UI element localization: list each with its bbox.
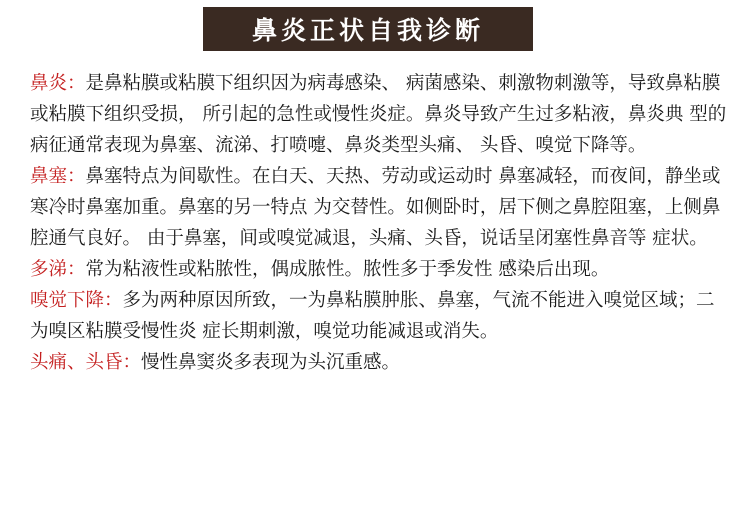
term-label: 嗅觉下降： — [30, 290, 123, 311]
term-label: 头痛、头昏： — [30, 352, 142, 373]
section-text: 是鼻粘膜或粘膜下组织因为病毒感染、 病菌感染、刺激物刺激等，导致鼻粘膜或粘膜下组织受损， 所引起的急性或慢性炎症。鼻炎导致产生过多粘液，鼻炎典 型的病征通常表现为鼻塞、流涕、打喷嚏、鼻炎类型头痛、 头昏、嗅觉下降等。 — [30, 73, 727, 156]
term-label: 鼻塞： — [30, 166, 86, 187]
section-text: 常为粘液性或粘脓性，偶成脓性。脓性多于季发性 感染后出现。 — [85, 259, 610, 280]
section-nasal-congestion — [30, 161, 730, 254]
diagnosis-content — [30, 68, 730, 378]
title-banner — [203, 7, 533, 51]
section-text: 鼻塞特点为间歇性。在白天、天热、劳动或运动时 鼻塞减轻，而夜间，静坐或寒冷时鼻塞加重。鼻塞的另一特点 为交替性。如侧卧时，居下侧之鼻腔阻塞，上侧鼻腔通气良好。 由于鼻塞，间或嗅觉减退，头痛、头昏，说话呈闭塞性鼻音等 症状。 — [30, 166, 721, 249]
section-headache — [30, 347, 730, 378]
section-text: 多为两种原因所致，一为鼻粘膜肿胀、鼻塞，气流不能进入嗅觉区域；二为嗅区粘膜受慢性炎 症长期刺激，嗅觉功能减退或消失。 — [30, 290, 715, 342]
section-smell-loss — [30, 285, 730, 347]
section-text: 慢性鼻窦炎多表现为头沉重感。 — [141, 352, 401, 373]
page-title: 鼻炎正状自我诊断 — [251, 16, 484, 45]
section-runny-nose — [30, 254, 730, 285]
term-label: 鼻炎： — [30, 73, 86, 94]
section-rhinitis — [30, 68, 730, 161]
term-label: 多涕： — [30, 259, 86, 280]
